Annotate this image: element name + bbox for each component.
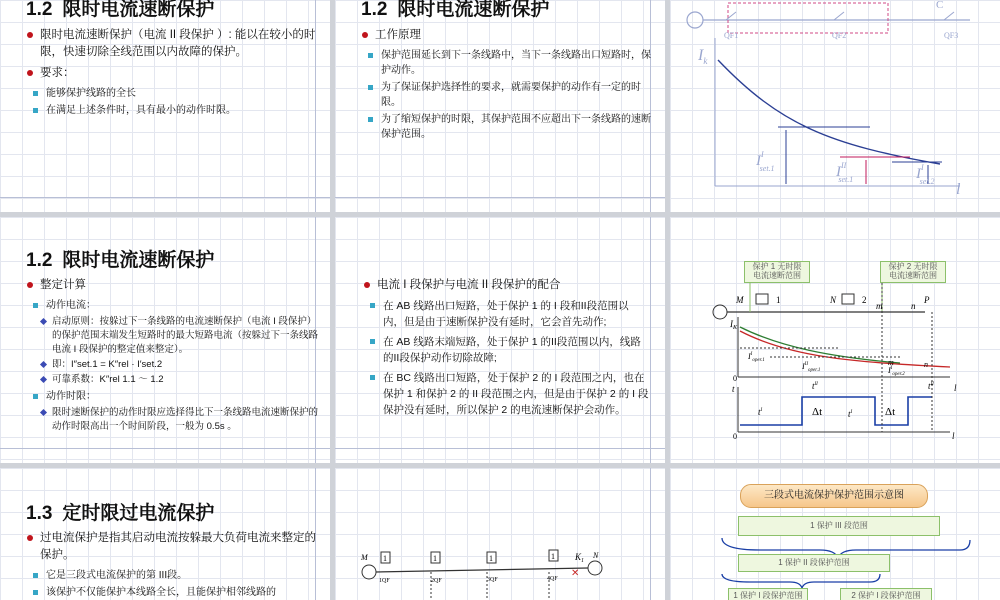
label-p: P (924, 295, 930, 305)
detail-bullet: 即：I″set.1 = K″rel · I′set.2 (40, 358, 318, 372)
sub-bullet: 它是三段式电流保护的第 III段。 (32, 568, 318, 583)
label-k: $K_1$ (575, 552, 585, 564)
sub-bullet: 在 AB 线路末端短路，处于保护 1 的II段范围以内，线路的II段保护动作切除故障; (369, 334, 649, 366)
diagram-title: 三段式电流保护保护范围示意图 (740, 484, 928, 508)
bus-line (376, 568, 588, 572)
sub-bullet: 在满足上述条件时，具有最小的动作时限。 (32, 103, 316, 118)
source-icon (687, 12, 703, 28)
label-c: C (936, 0, 944, 11)
range-box-i-2: 2 保护 I 段保护范围 (840, 588, 932, 600)
label-l: l (954, 383, 957, 393)
label-relay: 1 (433, 554, 437, 563)
label-relay: 1 (383, 554, 387, 563)
label-ik: $I_K$ (730, 319, 738, 331)
label-iset1: $I^I$ set.1 (756, 150, 775, 173)
slide-6[interactable] (670, 217, 1000, 463)
breaker-icon (944, 12, 954, 20)
label-m2: m (888, 358, 894, 367)
label-qf2: QF2 (832, 31, 847, 40)
label-l: l (956, 181, 961, 198)
label-iiset1: $I^I_{oper.1}$ (748, 352, 765, 363)
title-text: 定时限过电流保护 (62, 503, 215, 524)
label-qf3: QF3 (944, 31, 959, 40)
section-number: 1.2 (361, 0, 388, 20)
relay-2-icon (842, 294, 854, 304)
range-box (728, 3, 888, 33)
label-zero: 0 (733, 374, 737, 383)
range-box-ii: 1 保护 II 段保护范围 (738, 554, 890, 572)
body-text (26, 530, 318, 600)
range-box-i-1: 1 保护 I 段保护范围 (728, 588, 808, 600)
label-m: M (361, 553, 368, 562)
slide-title (26, 498, 214, 525)
body-text (26, 277, 318, 435)
slide-9[interactable] (670, 468, 1000, 600)
source-icon (713, 305, 727, 319)
relay-1-icon (756, 294, 768, 304)
decor-line (0, 448, 330, 449)
label-n-small: n (911, 301, 916, 311)
label-3qf: 3QF (487, 577, 498, 583)
sub-bullet: 为了保证保护选择性的要求，就需要保护的动作有一定的时限。 (367, 80, 651, 110)
decor-line (0, 197, 330, 198)
label-n2: n (924, 360, 928, 369)
brace (722, 574, 880, 588)
label-relay: 1 (489, 554, 493, 563)
range-box-1: 保护 1 无时限 电流速断范围 (744, 261, 810, 283)
range-box-iii: 1 保护 III 段范围 (738, 516, 940, 536)
label-t2i: $t^I$ (848, 409, 853, 419)
decor-line (335, 448, 665, 449)
line-diagram (335, 468, 665, 600)
label-2: 2 (862, 295, 867, 305)
slide-2[interactable] (335, 0, 665, 212)
slide-title (26, 0, 214, 21)
brace-diagram (670, 468, 1000, 600)
label-l: l (952, 431, 955, 441)
sub-bullet: 保护范围延长到下一条线路中，当下一条线路出口短路时，保护动作。 (367, 48, 651, 78)
label-oper1: $I^{II}_{oper.1}$ (802, 362, 821, 373)
label-oper2: $I^I_{oper.2}$ (888, 366, 905, 377)
bullet: 过电流保护是指其启动电流按躲最大负荷电流来整定的保护。 (26, 530, 318, 564)
label-2qf: 2QF (431, 578, 442, 584)
label-zero: 0 (733, 432, 737, 441)
label-dt1: Δt (812, 406, 823, 418)
source-icon (588, 561, 602, 575)
section-number: 1.2 (26, 0, 53, 20)
section-number: 1.3 (26, 503, 53, 524)
label-t1ii: $t^{II}$ (812, 381, 818, 391)
label-qf1: QF1 (724, 31, 739, 40)
sub-bullet: 在 BC 线路出口短路，处于保护 2 的 I 段范围之内，也在保护 1 和保护 2 的 II 段范围之内，但是由于保护 2 的 I 段保护没有延时，所以保护 2 的电流速断保护会动作。 (369, 370, 649, 418)
slide-title (26, 245, 214, 272)
detail-bullet: 启动原则：按躲过下一条线路的电流速断保护（电流 I 段保护）的保护范围末端发生短路时的最大短路电流（按躲过下一条线路电流 I 段保护的整定值来整定）。 (40, 315, 318, 357)
slide-title (361, 0, 549, 21)
bullet: 整定计算 (26, 277, 318, 294)
slide-3[interactable] (670, 0, 1000, 212)
title-text: 限时电流速断保护 (62, 250, 215, 271)
current-curve (718, 60, 940, 164)
sub-bullet: 在 AB 线路出口短路，处于保护 1 的 I 段和II段范围以内，但是由于速断保护没有延时，它会首先动作; (369, 298, 649, 330)
bullet: 要求： (26, 65, 316, 82)
label-relay: 1 (551, 552, 555, 561)
detail-bullet: 可靠系数：K″rel 1.1 ～ 1.2 (40, 373, 318, 387)
section-number: 1.2 (26, 250, 53, 271)
slide-5[interactable] (335, 217, 665, 463)
slide-8[interactable] (335, 468, 665, 600)
slide-7[interactable] (0, 468, 330, 600)
label-ik: $I_k$ (698, 47, 708, 66)
body-text (361, 27, 651, 144)
label-m: M (736, 295, 744, 305)
breaker-icon (834, 12, 844, 20)
label-t2ii: $t^{II}$ (928, 381, 934, 391)
bullet: 限时电流速断保护（电流 II 段保护 ）: 能以在较小的时限，快速切除全线范围以内故障的保护。 (26, 27, 316, 61)
fault-mark: ✕ (571, 568, 580, 579)
slide-1[interactable] (0, 0, 330, 212)
sub-bullet: 为了缩短保护的时限，其保护范围不应超出下一条线路的速断保护范围。 (367, 112, 651, 142)
detail-bullet: 限时速断保护的动作时限应选择得比下一条线路电流速断保护的动作时限高出一个时间阶段，一般为 0.5s 。 (40, 406, 318, 434)
label-n: N (830, 295, 837, 305)
title-text: 限时电流速断保护 (397, 0, 550, 20)
label-m-small: m (876, 301, 883, 311)
decor-line (650, 217, 651, 463)
range-box-2: 保护 2 无时限 电流速断范围 (880, 261, 946, 283)
sub-bullet: 动作时限： (32, 389, 318, 404)
bullet: 电流 I 段保护与电流 II 段保护的配合 (363, 277, 649, 294)
body-text (363, 277, 649, 422)
label-dt2: Δt (885, 406, 896, 418)
short-circuit-current-diagram (670, 0, 1000, 212)
label-4qf: 4QF (547, 576, 558, 582)
label-n: N (593, 551, 599, 560)
title-text: 限时电流速断保护 (62, 0, 215, 20)
label-iset2: $I^I$ set.2 (916, 163, 935, 186)
decor-line (335, 197, 665, 198)
time-step (740, 397, 932, 425)
label-t: t (732, 384, 735, 394)
label-t1i: $t^I$ (758, 407, 763, 417)
sub-bullet: 动作电流： (32, 298, 318, 313)
sub-bullet: 该保护不仅能保护本线路全长，且能保护相邻线路的 (32, 585, 318, 600)
curve-red (740, 331, 950, 367)
label-1: 1 (776, 295, 781, 305)
source-icon (362, 565, 376, 579)
bullet: 工作原理 (361, 27, 651, 44)
sub-bullet: 能够保护线路的全长 (32, 86, 316, 101)
coordination-diagram (670, 217, 1000, 463)
label-iiset1: $I^{II}$ set.1 (836, 161, 854, 184)
slide-4[interactable] (0, 217, 330, 463)
body-text (26, 27, 316, 120)
label-1qf: 1QF (379, 578, 390, 584)
